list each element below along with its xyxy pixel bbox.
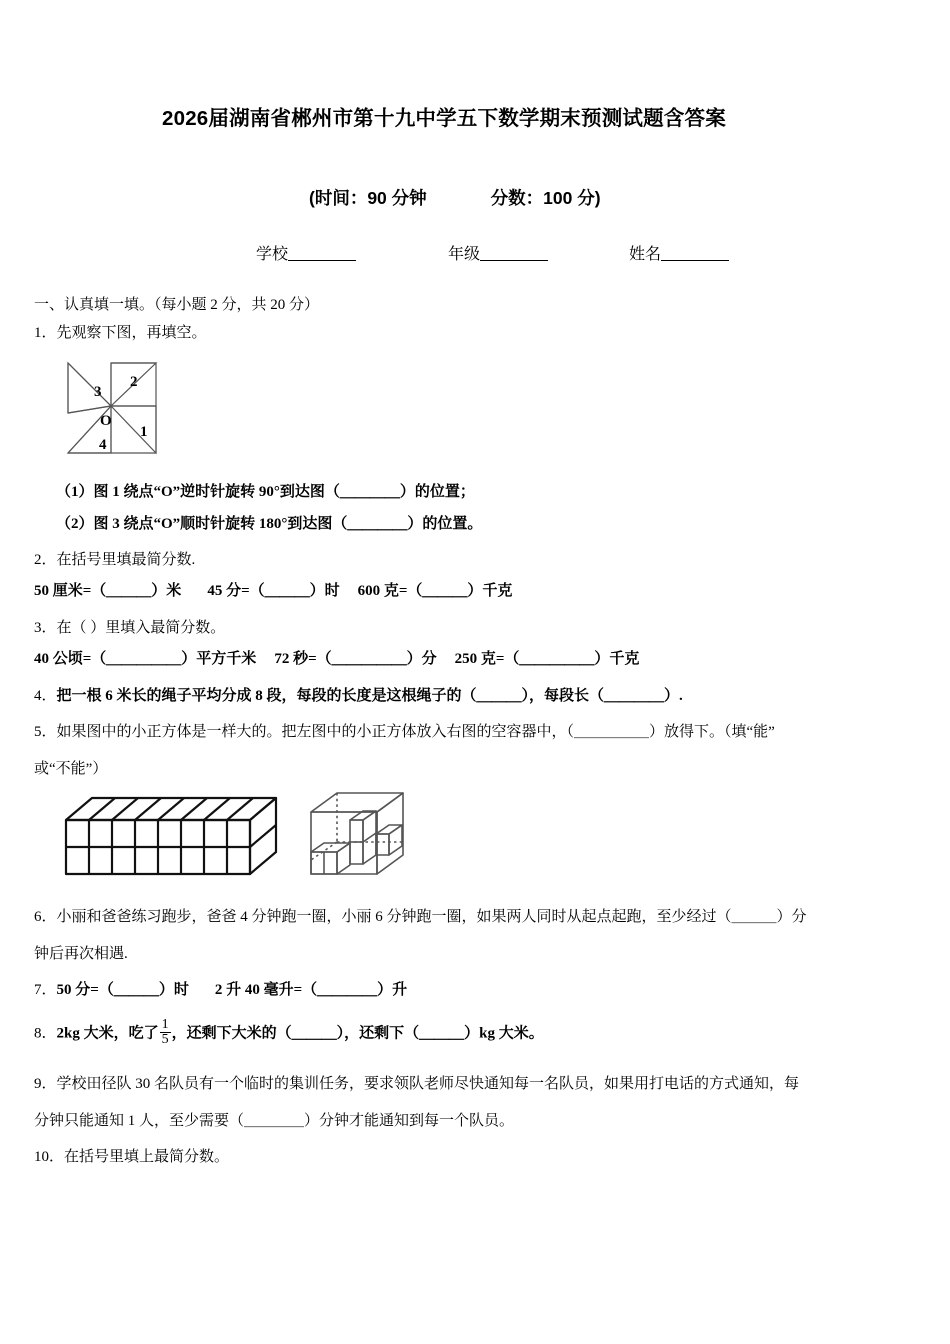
fraction-denominator: 5	[161, 1032, 169, 1048]
question-9-text-line1: 学校田径队 30 名队员有一个临时的集训任务，要求领队老师尽快通知每一名队员，如果用打电话的方式通知，每	[56, 1076, 800, 1093]
question-2-stem: 在括号里填最简分数.	[56, 551, 196, 568]
question-1-stem: 先观察下图，再填空。	[56, 325, 207, 342]
question-1-sub1-text: （1）图 1 绕点“O”逆时针旋转 90°到达图（＿＿＿＿）的位置；	[56, 483, 475, 500]
grade-blank[interactable]	[480, 245, 548, 261]
question-7	[34, 979, 916, 1002]
question-9-number: 9．	[34, 1076, 57, 1093]
question-5-text-line1: 如果图中的小正方体是一样大的。把左图中的小正方体放入右图的空容器中，（＿＿＿＿＿）放得下。（填“能”	[56, 724, 775, 741]
question-3-items	[34, 648, 916, 671]
question-3-number: 3．	[34, 619, 57, 636]
question-10-number: 10．	[34, 1149, 65, 1166]
question-9-line1	[34, 1073, 916, 1096]
question-3-item-1: 72 秒=（＿＿＿＿＿）分	[274, 651, 437, 668]
exam-score-label: 分数：100 分)	[490, 187, 601, 208]
question-4-number: 4．	[34, 687, 57, 704]
pinwheel-diagram	[56, 353, 166, 461]
question-5-number: 5．	[34, 724, 57, 741]
question-9-text-line2: 分钟只能通知 1 人，至少需要（＿＿＿＿）分钟才能通知到每一个队员。	[34, 1112, 515, 1129]
question-5-text-line2: 或“不能”）	[34, 760, 108, 777]
question-7-item-0: 50 分=（＿＿＿）时	[56, 982, 189, 999]
section-heading-fill-in: 一、认真填一填。（每小题 2 分，共 20 分）	[34, 296, 320, 313]
open-cube-container	[306, 790, 414, 880]
question-6-line1	[34, 906, 916, 929]
pinwheel-label-4: 4	[99, 436, 107, 453]
question-4	[34, 685, 916, 708]
question-3-item-2: 250 克=（＿＿＿＿＿）千克	[454, 651, 640, 668]
question-3	[34, 617, 916, 640]
question-8-text-post: ，还剩下大米的（＿＿＿），还剩下（＿＿＿）kg 大米。	[171, 1025, 544, 1042]
question-3-stem: 在（ ）里填入最简分数。	[56, 619, 226, 636]
student-fields	[34, 241, 916, 264]
exam-time-label: (时间：90 分钟	[309, 187, 427, 208]
question-7-number: 7．	[34, 982, 57, 999]
question-8-text-pre: 2kg 大米，吃了	[56, 1025, 159, 1042]
field-school: 学校	[256, 241, 356, 264]
pinwheel-label-2: 2	[130, 373, 138, 390]
question-10	[34, 1146, 916, 1169]
pinwheel-center-label: O	[100, 412, 112, 429]
question-2	[34, 549, 916, 572]
fraction-numerator: 1	[161, 1016, 169, 1032]
question-1-figure	[56, 353, 916, 461]
question-10-stem: 在括号里填上最简分数。	[64, 1149, 230, 1166]
question-5-line2	[34, 758, 916, 781]
pinwheel-label-3: 3	[94, 383, 102, 400]
cuboid-of-unit-cubes	[62, 794, 284, 880]
question-9-line2	[34, 1110, 916, 1133]
question-3-item-0: 40 公顷=（＿＿＿＿＿）平方千米	[34, 651, 257, 668]
question-6-text-line1: 小丽和爸爸练习跑步，爸爸 4 分钟跑一圈，小丽 6 分钟跑一圈，如果两人同时从起点起跑，至少经过（＿＿＿）分	[56, 909, 807, 926]
field-grade: 年级	[448, 241, 548, 264]
field-name: 姓名	[629, 241, 729, 264]
question-2-item-2: 600 克=（＿＿＿）千克	[357, 583, 513, 600]
question-4-text: 把一根 6 米长的绳子平均分成 8 段，每段的长度是这根绳子的（＿＿＿），每段长（＿＿＿＿）.	[56, 687, 683, 704]
school-blank[interactable]	[288, 245, 356, 261]
page-title: 2026届湖南省郴州市第十九中学五下数学期末预测试题含答案	[162, 107, 726, 130]
question-2-item-0: 50 厘米=（＿＿＿）米	[34, 583, 182, 600]
question-6-text-line2: 钟后再次相遇.	[34, 945, 128, 962]
question-7-item-1: 2 升 40 毫升=（＿＿＿＿）升	[214, 982, 408, 999]
name-blank[interactable]	[661, 245, 729, 261]
exam-meta	[34, 185, 916, 210]
question-2-item-1: 45 分=（＿＿＿）时	[207, 583, 340, 600]
question-2-items	[34, 580, 916, 603]
question-6-line2	[34, 943, 916, 966]
question-5-line1	[34, 721, 916, 744]
question-6-number: 6．	[34, 909, 57, 926]
question-2-number: 2．	[34, 551, 57, 568]
fraction-one-fifth	[160, 1018, 171, 1048]
question-1-sub2	[34, 513, 916, 536]
question-8	[34, 1018, 916, 1048]
question-1-sub2-text: （2）图 3 绕点“O”顺时针旋转 180°到达图（＿＿＿＿）的位置。	[56, 516, 483, 533]
question-5-figure	[62, 790, 916, 880]
question-1	[34, 322, 916, 345]
question-8-number: 8．	[34, 1025, 57, 1042]
question-1-sub1	[34, 481, 916, 504]
question-1-number: 1．	[34, 325, 57, 342]
pinwheel-label-1: 1	[140, 423, 148, 440]
